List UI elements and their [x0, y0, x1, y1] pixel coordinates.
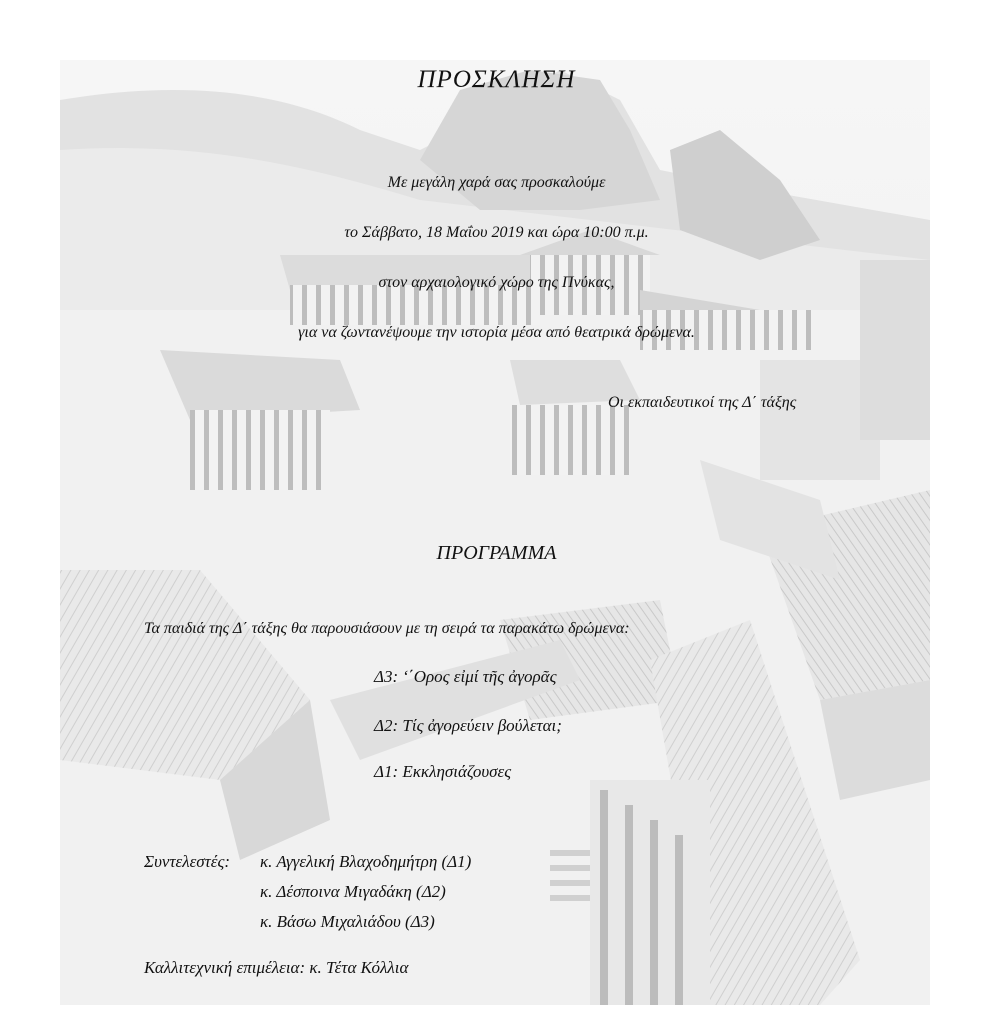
invitation-line-2: το Σάββατο, 18 Μαΐου 2019 και ώρα 10:00 π.μ. [344, 224, 649, 241]
credits-name-3: κ. Βάσω Μιχαλιάδου (Δ3) [260, 912, 435, 931]
program-title: ΠΡΟΓΡΑΜΜΑ [436, 542, 557, 564]
invitation-line-4: για να ζωντανέψουμε την ιστορία μέσα από θεατρικά δρώμενα. [298, 324, 695, 341]
credits-name-1: κ. Αγγελική Βλαχοδημήτρη (Δ1) [260, 852, 472, 871]
invitation-line-1: Με μεγάλη χαρά σας προσκαλούμε [387, 174, 606, 191]
artistic-direction: Καλλιτεχνική επιμέλεια: κ. Τέτα Κόλλια [144, 958, 409, 977]
program-item-d3: Δ3: ‘΄Ορος εἰμί τῆς ἀγορᾶς [374, 667, 557, 686]
invitation-signature: Οι εκπαιδευτικοί της Δ΄ τάξης [608, 394, 797, 411]
program-item-d1: Δ1: Εκκλησιάζουσες [374, 762, 512, 781]
invitation-line-3: στον αρχαιολογικό χώρο της Πνύκας, [378, 274, 615, 291]
invitation-title: ΠΡΟΣΚΛΗΣΗ [417, 66, 576, 93]
credits-name-2: κ. Δέσποινα Μιγαδάκη (Δ2) [260, 882, 446, 901]
credits-label: Συντελεστές: [144, 852, 231, 871]
program-intro: Τα παιδιά της Δ΄ τάξης θα παρουσιάσουν με τη σειρά τα παρακάτω δρώμενα: [144, 620, 630, 637]
program-item-d2: Δ2: Τίς ἀγορεύειν βούλεται; [374, 716, 562, 735]
